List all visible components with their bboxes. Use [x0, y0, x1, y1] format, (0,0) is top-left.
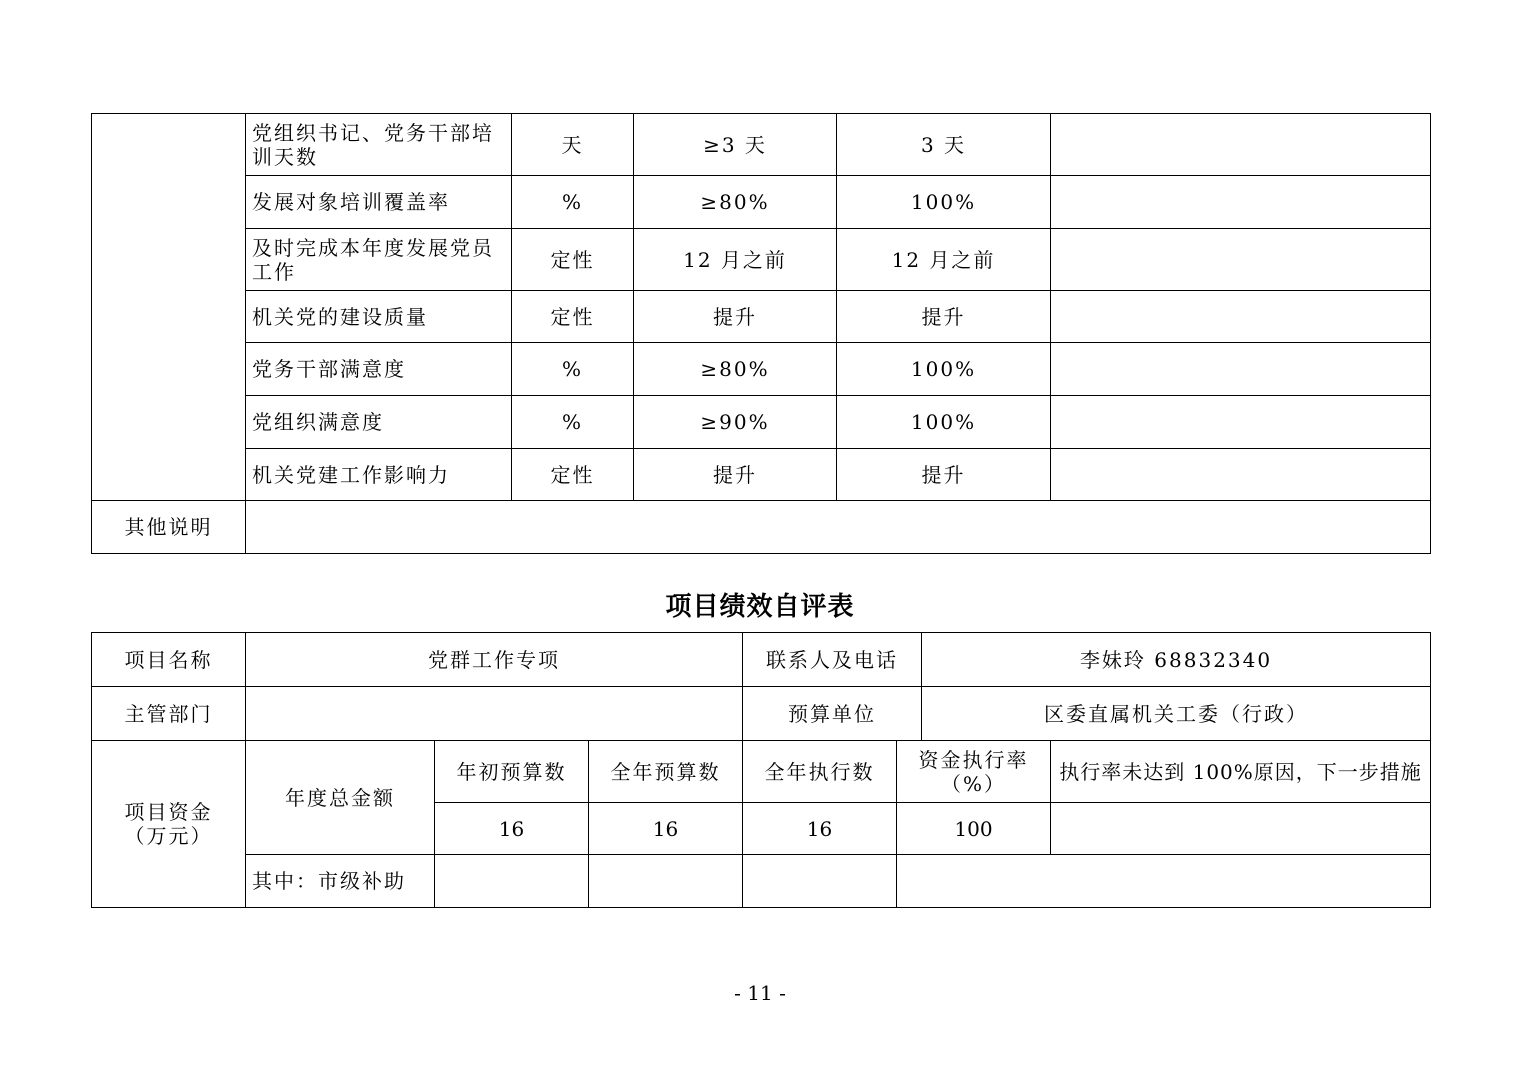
dept-label: 主管部门 — [92, 687, 246, 741]
unit-cell: 天 — [512, 114, 634, 176]
other-notes-value — [246, 501, 1431, 554]
subsidy-executed — [743, 855, 897, 908]
page-title: 项目绩效自评表 — [665, 592, 855, 622]
table-row — [92, 176, 1431, 229]
unit-cell: % — [512, 176, 634, 229]
col-reason: 执行率未达到 100%原因，下一步措施 — [1051, 741, 1431, 803]
funds-label: 项目资金（万元） — [92, 741, 246, 908]
execution-rate-value: 100 — [897, 803, 1051, 855]
note-cell — [1051, 449, 1431, 501]
col-annual-executed: 全年执行数 — [743, 741, 897, 803]
col-execution-rate: 资金执行率（%） — [897, 741, 1051, 803]
note-cell — [1051, 176, 1431, 229]
target-cell: ≥80% — [634, 176, 837, 229]
budget-unit-label: 预算单位 — [743, 687, 922, 740]
table-row — [92, 687, 1431, 741]
table-row — [92, 291, 1431, 343]
table-row — [92, 343, 1431, 396]
other-notes-label: 其他说明 — [92, 501, 246, 554]
table-row — [92, 501, 1431, 554]
annual-total-label: 年度总金额 — [246, 741, 435, 855]
indicator-cell: 发展对象培训覆盖率 — [246, 176, 512, 229]
note-cell — [1051, 396, 1431, 449]
target-cell: 12 月之前 — [634, 229, 837, 291]
note-cell — [1051, 114, 1431, 176]
actual-cell: 12 月之前 — [837, 229, 1051, 291]
contact-value: 李妹玲 68832340 — [1079, 647, 1273, 672]
budget-unit-cell — [743, 687, 1431, 741]
category-cell — [92, 114, 246, 501]
unit-cell: 定性 — [512, 291, 634, 343]
table-row — [92, 855, 1431, 908]
unit-cell: 定性 — [512, 449, 634, 501]
note-cell — [1051, 291, 1431, 343]
project-name-label: 项目名称 — [92, 633, 246, 687]
contact-cell — [743, 633, 1431, 687]
table-row — [92, 114, 1431, 176]
initial-budget-value: 16 — [435, 803, 589, 855]
actual-cell: 100% — [837, 396, 1051, 449]
indicator-cell: 机关党的建设质量 — [246, 291, 512, 343]
annual-executed-value: 16 — [743, 803, 897, 855]
table-row — [92, 229, 1431, 291]
indicator-table — [91, 113, 1431, 554]
indicator-cell: 及时完成本年度发展党员工作 — [246, 229, 512, 291]
actual-cell: 提升 — [837, 449, 1051, 501]
page-number: - 11 - — [734, 981, 786, 1005]
indicator-cell: 机关党建工作影响力 — [246, 449, 512, 501]
self-evaluation-table — [91, 632, 1431, 908]
col-initial-budget: 年初预算数 — [435, 741, 589, 803]
subsidy-initial — [435, 855, 589, 908]
subsidy-annual — [589, 855, 743, 908]
unit-cell: % — [512, 343, 634, 396]
dept-value — [246, 687, 743, 741]
target-cell: ≥3 天 — [634, 114, 837, 176]
target-cell: ≥80% — [634, 343, 837, 396]
indicator-cell: 党务干部满意度 — [246, 343, 512, 396]
target-cell: 提升 — [634, 291, 837, 343]
note-cell — [1051, 343, 1431, 396]
note-cell — [1051, 229, 1431, 291]
table-row — [92, 449, 1431, 501]
unit-cell: % — [512, 396, 634, 449]
target-cell: 提升 — [634, 449, 837, 501]
project-name-value: 党群工作专项 — [246, 633, 743, 687]
indicator-cell: 党组织满意度 — [246, 396, 512, 449]
table-row — [92, 633, 1431, 687]
table-row — [92, 741, 1431, 803]
actual-cell: 3 天 — [837, 114, 1051, 176]
reason-value — [1051, 803, 1431, 855]
contact-label: 联系人及电话 — [743, 633, 922, 686]
col-annual-budget: 全年预算数 — [589, 741, 743, 803]
subsidy-remaining — [897, 855, 1431, 908]
actual-cell: 100% — [837, 176, 1051, 229]
budget-unit-value: 区委直属机关工委（行政） — [1044, 701, 1309, 726]
table-row — [92, 396, 1431, 449]
indicator-cell: 党组织书记、党务干部培训天数 — [246, 114, 512, 176]
annual-budget-value: 16 — [589, 803, 743, 855]
subsidy-label: 其中：市级补助 — [246, 855, 435, 908]
actual-cell: 100% — [837, 343, 1051, 396]
unit-cell: 定性 — [512, 229, 634, 291]
target-cell: ≥90% — [634, 396, 837, 449]
actual-cell: 提升 — [837, 291, 1051, 343]
